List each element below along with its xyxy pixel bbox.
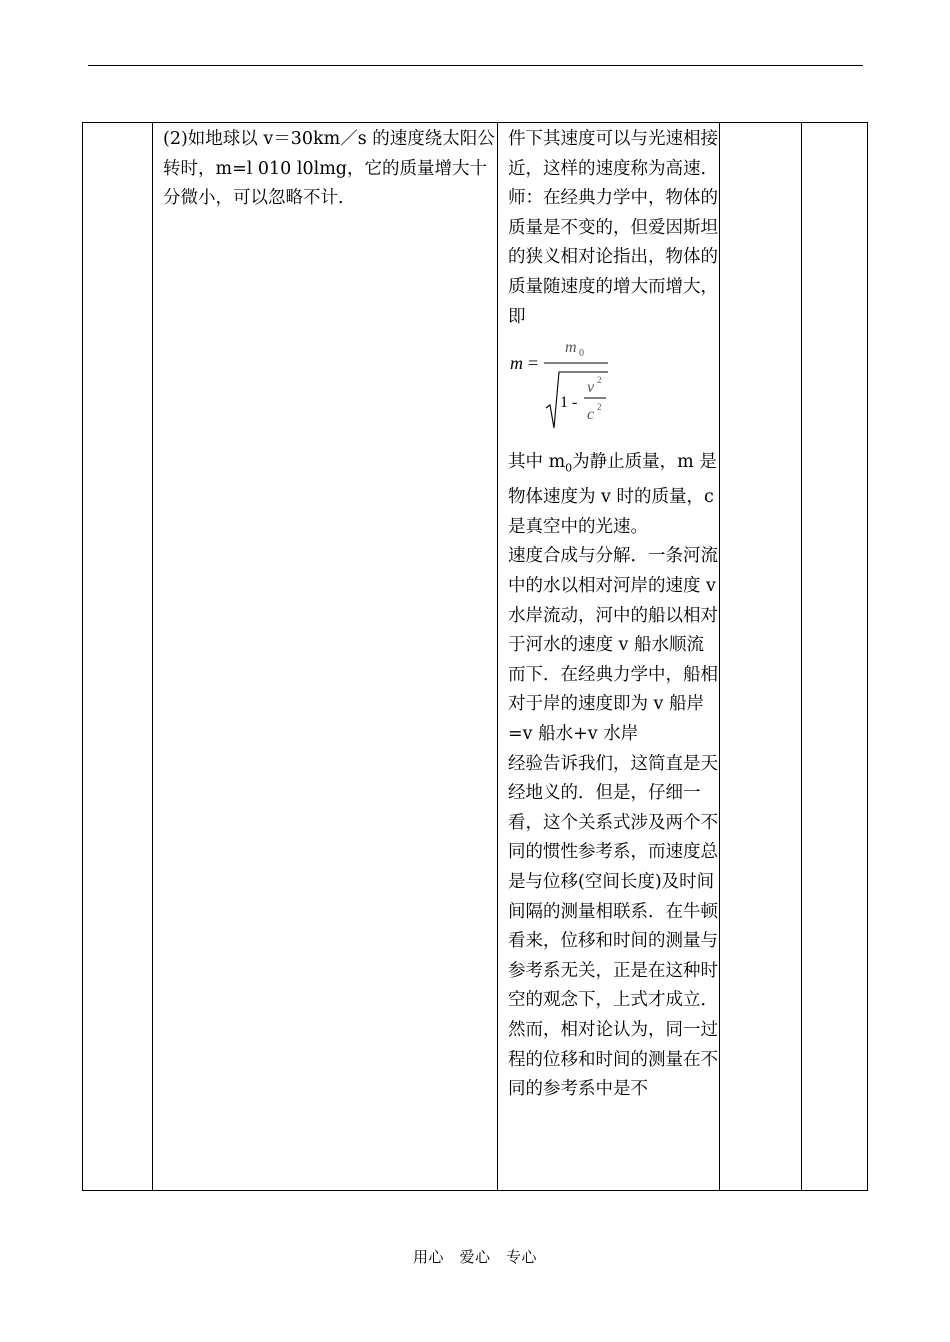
paragraph-velocity-composition: 速度合成与分解．一条河流中的水以相对河岸的速度 v 水岸流动，河中的船以相对于河水的速度 v 船水顺流而下．在经典力学中，船相对于岸的速度即为 v 船岸=v 船水+v 水岸 [508, 546, 718, 744]
header-rule [88, 65, 863, 66]
formula-c-power: 2 [597, 402, 602, 413]
paragraph-definitions [508, 448, 718, 542]
formula-v: v [587, 379, 595, 397]
definitions-start: 其中 m [508, 452, 566, 473]
content-cell-example [163, 125, 496, 214]
formula-v-power: 2 [597, 375, 602, 386]
column-divider-3 [719, 123, 720, 1190]
lesson-table [82, 122, 868, 1191]
mass-formula-graphic [508, 338, 628, 444]
column-divider-2 [497, 123, 498, 1190]
formula-radicand-one: 1 - [560, 394, 578, 412]
column-divider-1 [152, 123, 153, 1190]
formula-equals: = [528, 353, 539, 374]
formula-lhs: m [510, 353, 523, 374]
paragraph-experience: 经验告诉我们，这简直是天经地义的．但是，仔细一看，这个关系式涉及两个不同的惯性参考系，而速度总是与位移(空间长度)及时间间隔的测量相联系．在牛顿看来，位移和时间的测量与参考系无关，正是在这种时空的观念下，上式才成立．然而，相对论认为，同一过程的位移和时间的测量在不同的参考系中是不 [508, 753, 718, 1100]
paragraph-high-speed: 件下其速度可以与光速相接近，这样的速度称为高速. [508, 129, 718, 179]
page-footer: 用心 爱心 专心 [412, 1248, 537, 1266]
definitions-rest: 为静止质量，m 是物体速度为 v 时的质量，c 是真空中的光速。 [508, 452, 717, 537]
content-cell-explanation [508, 125, 718, 1105]
rest-mass-subscript: 0 [565, 461, 573, 475]
formula-c: c [587, 406, 595, 424]
formula-numerator-subscript: 0 [579, 348, 584, 360]
mass-formula [508, 338, 718, 444]
formula-numerator: m [565, 339, 577, 357]
column-divider-4 [801, 123, 802, 1190]
paragraph-relativity-mass: 师：在经典力学中，物体的质量是不变的，但爱因斯坦的狭义相对论指出，物体的质量随速度的增大而增大，即 [508, 188, 718, 327]
example-text: (2)如地球以 v＝30km／s 的速度绕太阳公转时，m=l 010 l0lmg，它的质量增大十分微小，可以忽略不计. [163, 129, 495, 209]
